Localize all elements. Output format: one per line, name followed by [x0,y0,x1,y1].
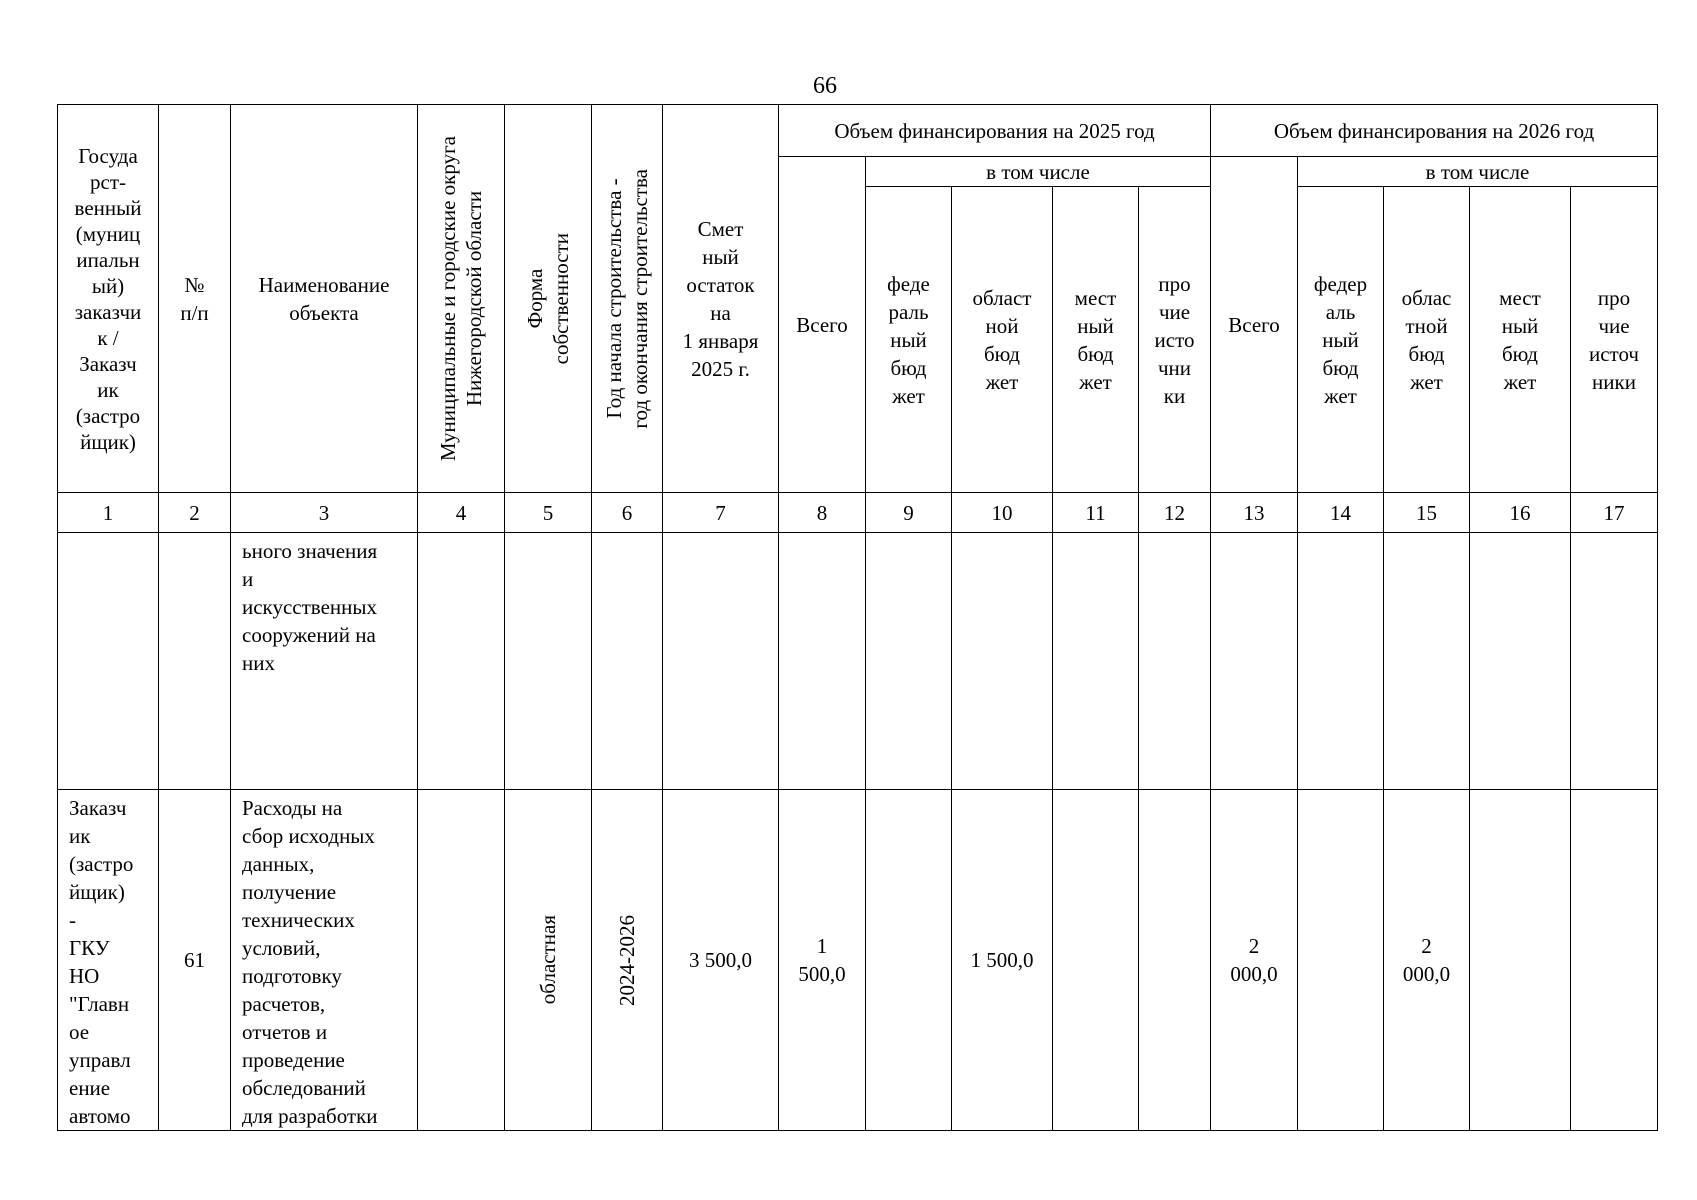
header-local-2025: мест ный бюд жет [1053,187,1139,493]
cell-years: 2024-2026 [592,790,663,1131]
cell-other-2026 [1571,533,1658,790]
header-regional-2025: област ной бюд жет [952,187,1053,493]
header-construction-years: Год начала строительства - год окончания строительства [592,105,663,493]
table-row [58,533,1658,790]
header-object-name: Наименование объекта [231,105,418,493]
column-number: 13 [1211,493,1298,533]
cell-object-name: ьного значения и искусственных сооружений на них [231,533,418,790]
header-including-2026: в том числе [1298,157,1658,187]
column-number: 10 [952,493,1053,533]
cell-total-2026: 2 000,0 [1211,790,1298,1131]
header-including-2025: в том числе [866,157,1211,187]
cell-municipal [418,533,505,790]
cell-local-2026 [1470,790,1571,1131]
cell-object-name: Расходы на сбор исходных данных, получение технических условий, подготовку расчетов, отчетов и проведение обследований для разработки [231,790,418,1131]
header-estimated-remainder: Смет ный остаток на 1 января 2025 г. [663,105,779,493]
header-customer: Госуда рст- венный (муниц ипальн ый) заказчи к / Заказч ик (застро йщик) [58,105,159,493]
financing-table [57,104,1658,1131]
column-number: 1 [58,493,159,533]
header-financing-2026: Объем финансирования на 2026 год [1211,105,1658,157]
cell-other-2025 [1139,533,1211,790]
column-number: 3 [231,493,418,533]
cell-municipal [418,790,505,1131]
column-number: 16 [1470,493,1571,533]
cell-federal-2025 [866,790,952,1131]
header-municipal-districts: Муниципальные и городские округа Нижегородской области [418,105,505,493]
header-number: № п/п [159,105,231,493]
cell-years [592,533,663,790]
cell-federal-2026 [1298,533,1384,790]
header-total-2025: Всего [779,157,866,493]
column-number: 6 [592,493,663,533]
cell-local-2025 [1053,533,1139,790]
column-number: 7 [663,493,779,533]
cell-total-2026 [1211,533,1298,790]
cell-remainder [663,533,779,790]
cell-regional-2025 [952,533,1053,790]
column-number: 8 [779,493,866,533]
cell-ownership [505,533,592,790]
column-number: 14 [1298,493,1384,533]
column-number: 2 [159,493,231,533]
cell-regional-2026 [1384,533,1470,790]
cell-regional-2026: 2 000,0 [1384,790,1470,1131]
header-federal-2026: федер аль ный бюд жет [1298,187,1384,493]
column-number: 17 [1571,493,1658,533]
table-row [58,790,1658,1131]
cell-number: 61 [159,790,231,1131]
column-number: 15 [1384,493,1470,533]
header-other-2025: про чие исто чни ки [1139,187,1211,493]
column-number: 12 [1139,493,1211,533]
header-financing-2025: Объем финансирования на 2025 год [779,105,1211,157]
cell-ownership: областная [505,790,592,1131]
header-total-2026: Всего [1211,157,1298,493]
cell-local-2025 [1053,790,1139,1131]
column-number: 9 [866,493,952,533]
cell-total-2025 [779,533,866,790]
cell-total-2025: 1 500,0 [779,790,866,1131]
cell-other-2025 [1139,790,1211,1131]
cell-federal-2025 [866,533,952,790]
cell-customer: Заказч ик (застро йщик) - ГКУ НО "Главн ое управл ение автомо [58,790,159,1131]
header-local-2026: мест ный бюд жет [1470,187,1571,493]
header-ownership-form: Форма собственности [505,105,592,493]
header-regional-2026: облас тной бюд жет [1384,187,1470,493]
cell-federal-2026 [1298,790,1384,1131]
cell-remainder: 3 500,0 [663,790,779,1131]
page-number: 66 [813,73,837,99]
column-numbers-row [58,493,1658,533]
cell-local-2026 [1470,533,1571,790]
table-header [58,105,1658,533]
cell-regional-2025: 1 500,0 [952,790,1053,1131]
header-other-2026: про чие источ ники [1571,187,1658,493]
column-number: 4 [418,493,505,533]
header-federal-2025: феде раль ный бюд жет [866,187,952,493]
column-number: 11 [1053,493,1139,533]
cell-number [159,533,231,790]
column-number: 5 [505,493,592,533]
cell-customer [58,533,159,790]
cell-other-2026 [1571,790,1658,1131]
